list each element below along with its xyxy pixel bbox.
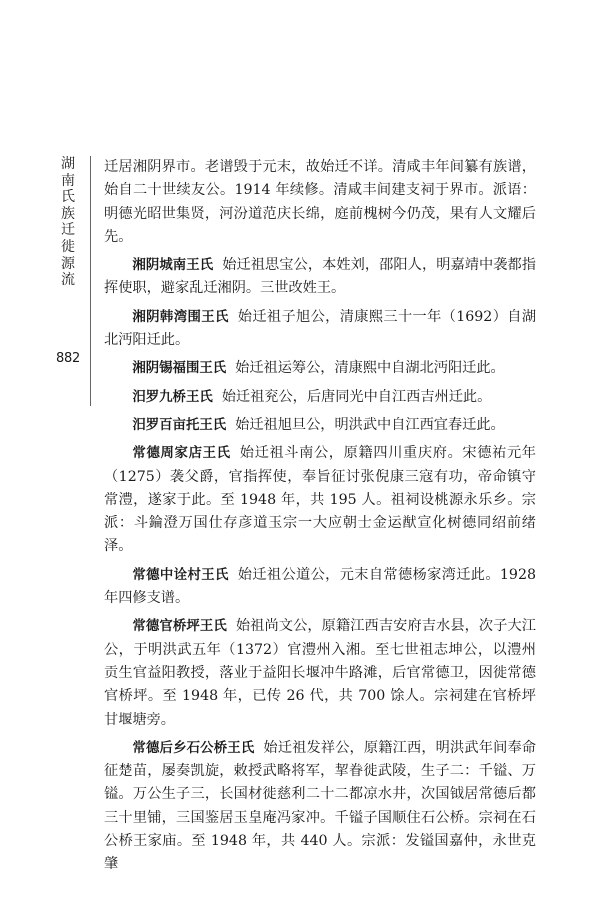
entry-heading: 湘阴城南王氏	[132, 258, 214, 274]
entry-paragraph	[104, 386, 536, 409]
entry-text: 始迁祖运筹公，清康熙中自湖北沔阳迁此。	[235, 360, 505, 377]
entry-heading: 常德中诠村王氏	[132, 567, 229, 583]
entry-heading: 湘阴锡福围王氏	[132, 361, 227, 377]
margin-rule	[90, 156, 91, 406]
entry-heading: 常德后乡石公桥王氏	[132, 740, 255, 756]
entry-paragraph	[104, 357, 536, 380]
entry-paragraph	[104, 564, 536, 611]
entry-heading: 常德官桥坪王氏	[132, 619, 227, 635]
entry-text: 始迁祖思宝公，本姓刘，邵阳人，明嘉靖中袭都指挥使职，避家乱迁湘阴。三世改姓王。	[104, 257, 536, 297]
entry-text: 迁居湘阴界市。老谱毁于元末，故始迁不详。清咸丰年间纂有族谱，始自二十世续友公。1914 年续修。清咸丰间建支祠于界市。派语：明德光昭世集贤，河汾道范庆长绵，庭前槐树今仍茂，果有人文耀后先。	[104, 159, 536, 245]
entry-paragraph	[104, 306, 536, 353]
entry-heading: 汨罗百亩托王氏	[132, 417, 227, 433]
entry-heading: 湘阴韩湾围王氏	[132, 309, 229, 325]
entry-text: 始迁祖旭旦公，明洪武中自江西宜春迁此。	[235, 416, 505, 433]
entry-text: 始迁祖斗南公，原籍四川重庆府。宋德祐元年（1275）袭父爵，官指挥使，奉旨征讨张倪康三寇有功，帝命镇守常澧，遂家于此。至 1948 年，共 195 人。祖祠设桃源永乐乡。宗派：斗錀澄万国仕存彦道玉宗一大应朝士金运猷宣化树德同绍前绪泽。	[104, 445, 536, 555]
entry-paragraph	[104, 156, 536, 249]
entry-heading: 汨罗九桥王氏	[132, 389, 213, 405]
entry-text: 始祖尚文公，原籍江西吉安府吉水县，次子大江公，于明洪武五年（1372）官澧州入湘。至七世祖志坤公，以澧州贡生官益阳教授，落业于益阳长堰冲牛路滩，后官常德卫，因徙常德官桥坪。至 1948 年，已传 26 代，共 700 馀人。宗祠建在官桥坪甘堰塘旁。	[104, 618, 536, 728]
entry-text: 始迁祖发祥公，原籍江西，明洪武年间奉命征楚苗，屡奏凯旋，敕授武略将军，挈眷徙武陵，生子二：千镒、万镒。万公生子三，长国材徙慈利二十二都凉水井，次国钺居常德后都三十里铺，三国鉴居玉皇庵冯家冲。千镒子国顺住石公桥。宗祠在石公桥王家庙。至 1948 年，共 440 人。宗派：发镒国嘉仲，永世克肇	[104, 739, 536, 873]
entry-heading: 常德周家店王氏	[132, 446, 231, 462]
entry-text: 始迁祖公道公，元末自常德杨家湾迁此。1928 年四修支谱。	[104, 566, 537, 607]
entry-paragraph	[104, 254, 536, 301]
entry-paragraph	[104, 442, 536, 558]
entry-paragraph	[104, 737, 536, 877]
page-number: 882	[56, 351, 80, 366]
entry-paragraph	[104, 615, 536, 731]
entry-text: 始迁祖兖公，后唐同光中自江西吉州迁此。	[221, 388, 492, 405]
entry-paragraph	[104, 414, 536, 437]
book-title: 湖南氏族迁徙源流	[61, 156, 75, 289]
entry-text: 始迁祖子旭公，清康熙三十一年（1692）自湖北沔阳迁此。	[104, 308, 537, 349]
page-body	[104, 156, 536, 882]
